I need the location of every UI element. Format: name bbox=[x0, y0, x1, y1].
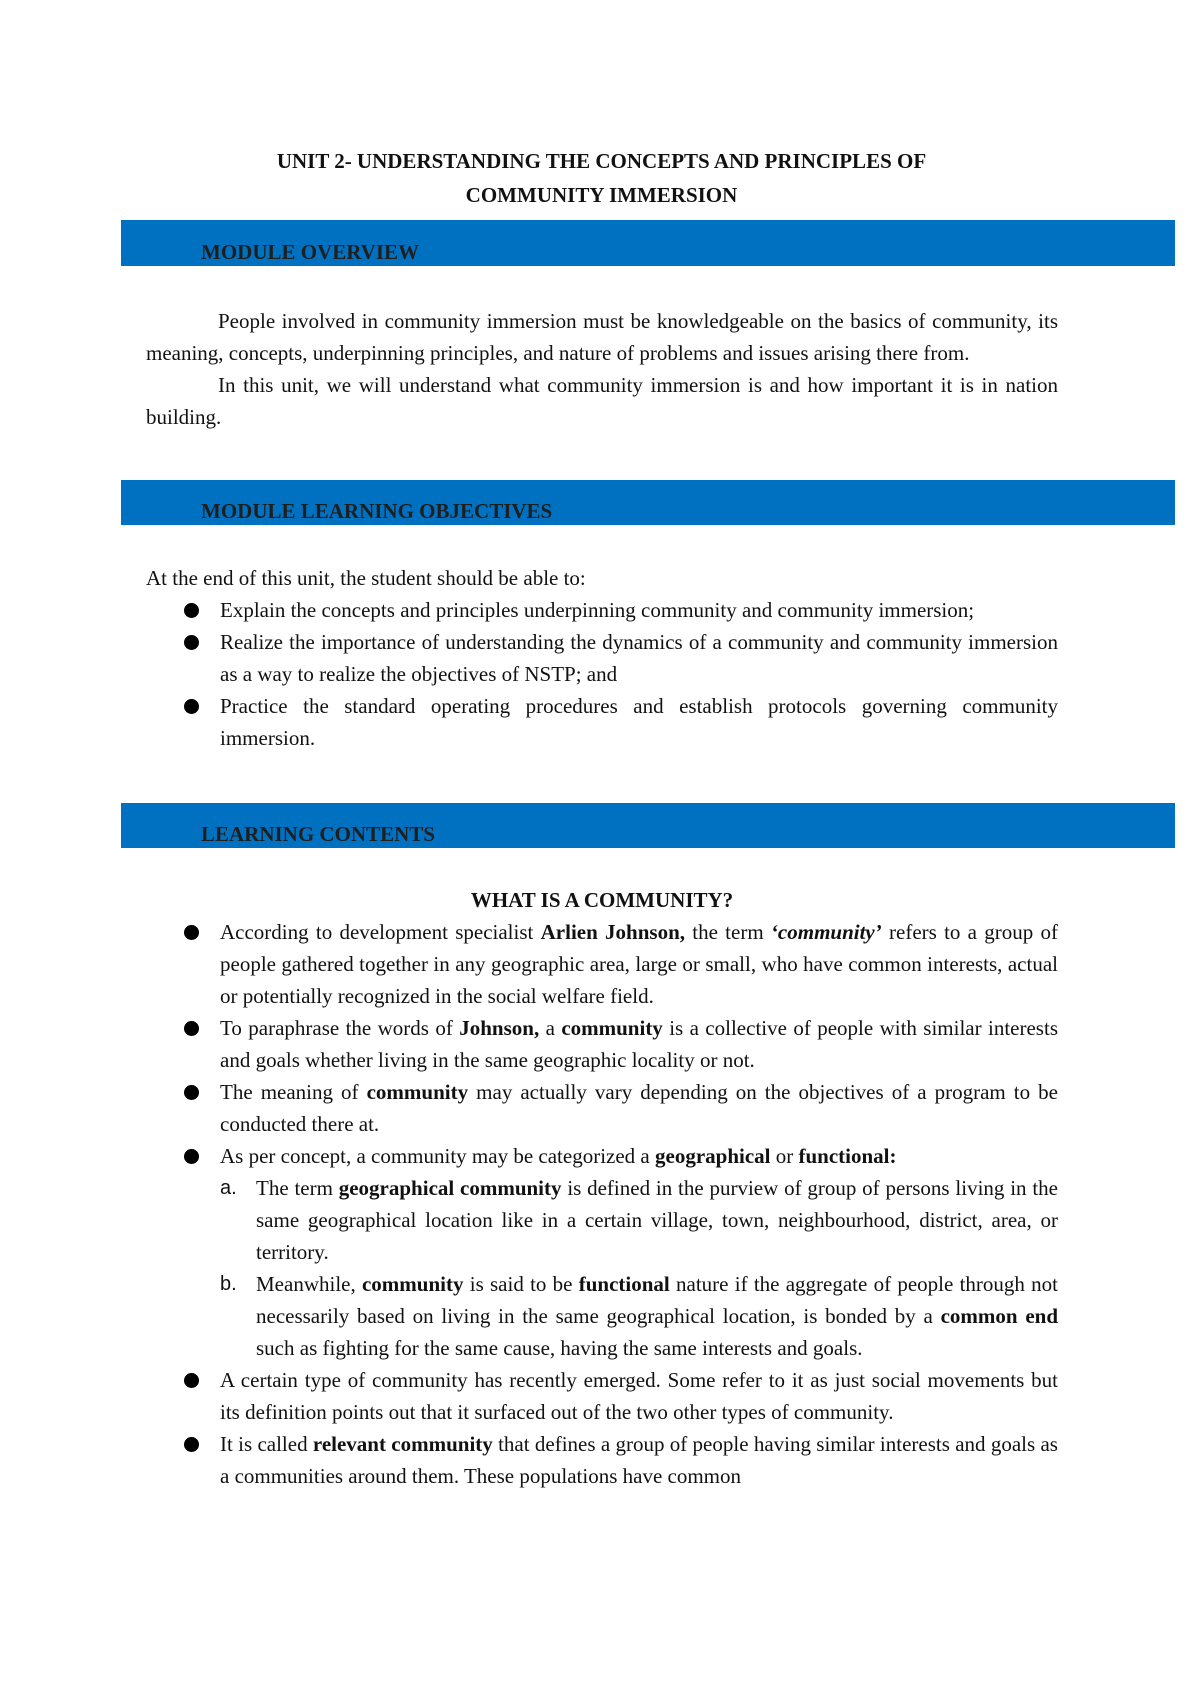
content-bullet: As per concept, a community may be categorized a geographical or functional: bbox=[146, 1140, 1058, 1172]
module-overview-heading: MODULE OVERVIEW bbox=[201, 240, 420, 264]
overview-paragraph-1: People involved in community immersion must be knowledgeable on the basics of community, its meaning, concepts, underpinning principles, and nature of problems and issues arising there from. bbox=[146, 309, 1058, 365]
overview-paragraph-2: In this unit, we will understand what community immersion is and how important it is in nation building. bbox=[146, 373, 1058, 429]
unit-title-line-1: UNIT 2- UNDERSTANDING THE CONCEPTS AND PRINCIPLES OF bbox=[276, 149, 927, 173]
bullet-icon bbox=[184, 1021, 199, 1036]
content-bullet: A certain type of community has recently emerged. Some refer to it as just social movements but its definition points out that it surfaced out of the two other types of community. bbox=[146, 1364, 1058, 1428]
learning-objectives-heading: MODULE LEARNING OBJECTIVES bbox=[201, 499, 553, 523]
content-sub-item: a. The term geographical community is defined in the purview of group of persons living in the same geographical location like in a certain village, town, neighbourhood, district, area, or territory. bbox=[146, 1172, 1058, 1268]
overview-text bbox=[146, 305, 1058, 433]
objectives-section bbox=[146, 562, 1058, 754]
learning-objectives-band bbox=[121, 480, 1175, 525]
module-overview-band bbox=[121, 220, 1175, 266]
learning-contents-heading: LEARNING CONTENTS bbox=[201, 822, 435, 846]
bullet-icon bbox=[184, 1373, 199, 1388]
bullet-icon bbox=[184, 635, 199, 650]
bullet-icon bbox=[184, 603, 199, 618]
content-bullet: The meaning of community may actually vary depending on the objectives of a program to be conducted there at. bbox=[146, 1076, 1058, 1140]
unit-title bbox=[145, 144, 1058, 212]
bullet-icon bbox=[184, 1437, 199, 1452]
content-sub-item: b. Meanwhile, community is said to be functional nature if the aggregate of people through not necessarily based on living in the same geographical location, is bonded by a common end such as fighting for the same cause, having the same interests and goals. bbox=[146, 1268, 1058, 1364]
content-bullet: To paraphrase the words of Johnson, a community is a collective of people with similar interests and goals whether living in the same geographic locality or not. bbox=[146, 1012, 1058, 1076]
bullet-icon bbox=[184, 925, 199, 940]
sub-item-letter: b. bbox=[220, 1273, 237, 1295]
sub-item-letter: a. bbox=[220, 1177, 237, 1199]
learning-contents-band bbox=[121, 803, 1175, 848]
unit-title-line-2: COMMUNITY IMMERSION bbox=[465, 183, 738, 207]
content-bullet: It is called relevant community that defines a group of people having similar interests and goals as a communities around them. These populations have common bbox=[146, 1428, 1058, 1492]
bullet-icon bbox=[184, 699, 199, 714]
learning-contents-section bbox=[146, 884, 1058, 1492]
objective-item: Explain the concepts and principles underpinning community and community immersion; bbox=[146, 594, 1058, 626]
bullet-icon bbox=[184, 1085, 199, 1100]
objectives-intro: At the end of this unit, the student should be able to: bbox=[146, 566, 586, 590]
content-bullet: According to development specialist Arlien Johnson, the term ‘community’ refers to a group of people gathered together in any geographic area, large or small, who have common interests, actual or potentially recognized in the social welfare field. bbox=[146, 916, 1058, 1012]
objective-item: Realize the importance of understanding the dynamics of a community and community immersion as a way to realize the objectives of NSTP; and bbox=[146, 626, 1058, 690]
bullet-icon bbox=[184, 1149, 199, 1164]
section-subheading: WHAT IS A COMMUNITY? bbox=[470, 888, 734, 912]
objective-item: Practice the standard operating procedures and establish protocols governing community immersion. bbox=[146, 690, 1058, 754]
